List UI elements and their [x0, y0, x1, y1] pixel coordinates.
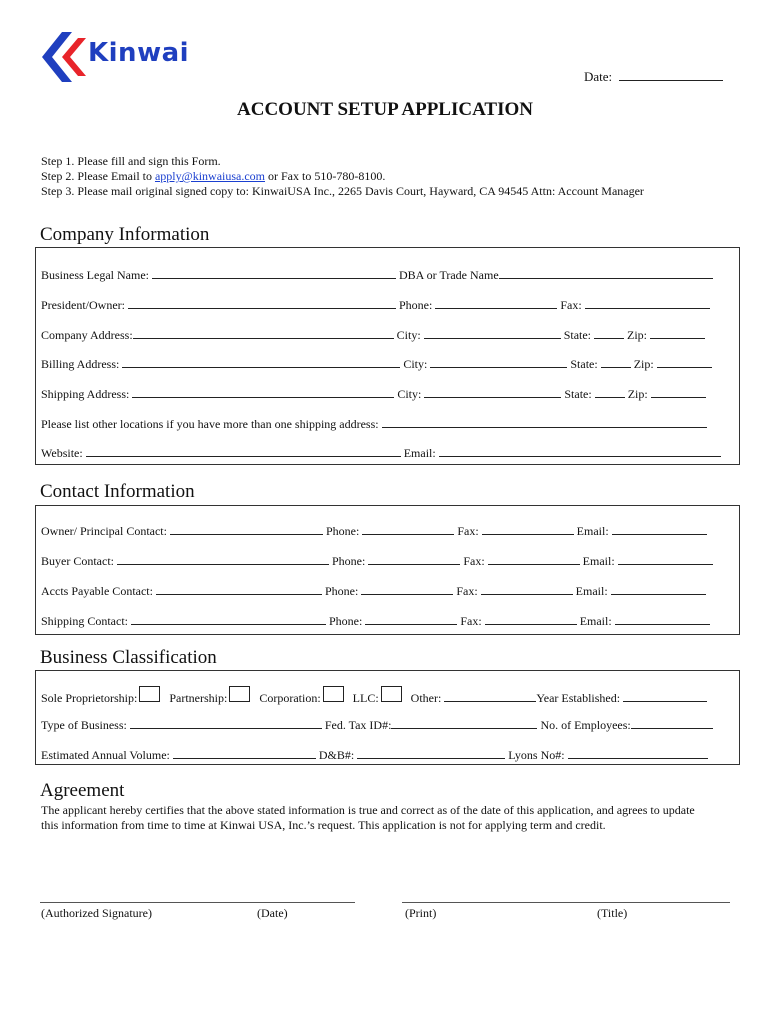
- title-label: (Title): [597, 906, 628, 920]
- employees-field[interactable]: [631, 716, 713, 729]
- shipping-address-field[interactable]: [132, 385, 394, 398]
- buyer-contact-field[interactable]: [117, 552, 329, 565]
- annual-volume-field[interactable]: [173, 746, 316, 759]
- billing-address-field[interactable]: [122, 355, 400, 368]
- row-website: Website: Email:: [41, 444, 721, 461]
- row-shipping-contact: Shipping Contact: Phone: Fax: Email:: [41, 612, 710, 629]
- company-address-field[interactable]: [133, 326, 394, 339]
- logo-wordmark: Kinwai: [88, 38, 190, 68]
- owner-fax-field[interactable]: [482, 522, 574, 535]
- kinwai-logo: [40, 30, 205, 85]
- row-shipping-address: Shipping Address: City: State: Zip:: [41, 385, 706, 402]
- president-field[interactable]: [128, 296, 396, 309]
- shipping-contact-field[interactable]: [131, 612, 326, 625]
- accts-contact-field[interactable]: [156, 582, 322, 595]
- agreement-heading: Agreement: [40, 780, 125, 801]
- step-2: Step 2. Please Email to apply@kinwaiusa.com or Fax to 510-780-8100.: [41, 169, 386, 183]
- page-title: ACCOUNT SETUP APPLICATION: [237, 99, 533, 120]
- company-email-field[interactable]: [439, 444, 721, 457]
- print-label: (Print): [405, 906, 437, 920]
- row-president: President/Owner: Phone: Fax:: [41, 296, 710, 313]
- owner-contact-field[interactable]: [170, 522, 323, 535]
- buyer-phone-field[interactable]: [368, 552, 460, 565]
- other-locations-field[interactable]: [382, 415, 707, 428]
- dba-field[interactable]: [499, 266, 713, 279]
- company-heading: Company Information: [40, 224, 210, 245]
- owner-email-field[interactable]: [612, 522, 707, 535]
- classification-heading: Business Classification: [40, 647, 217, 668]
- row-company-address: Company Address: City: State: Zip:: [41, 326, 705, 343]
- lyons-number-field[interactable]: [568, 746, 708, 759]
- billing-state-field[interactable]: [601, 355, 631, 368]
- shipping-zip-field[interactable]: [651, 385, 706, 398]
- date-signature-label: (Date): [257, 906, 288, 920]
- buyer-fax-field[interactable]: [488, 552, 580, 565]
- shipping-fax-field[interactable]: [485, 612, 577, 625]
- row-accts-contact: Accts Payable Contact: Phone: Fax: Email:: [41, 582, 706, 599]
- accts-phone-field[interactable]: [361, 582, 453, 595]
- owner-phone-field[interactable]: [362, 522, 454, 535]
- buyer-email-field[interactable]: [618, 552, 713, 565]
- shipping-city-field[interactable]: [424, 385, 561, 398]
- llc-checkbox[interactable]: [381, 686, 402, 702]
- row-buyer-contact: Buyer Contact: Phone: Fax: Email:: [41, 552, 713, 569]
- corporation-checkbox[interactable]: [323, 686, 344, 702]
- row-billing-address: Billing Address: City: State: Zip:: [41, 355, 712, 372]
- shipping-email-field[interactable]: [615, 612, 710, 625]
- other-entity-field[interactable]: [444, 689, 536, 702]
- row-other-locations: Please list other locations if you have more than one shipping address:: [41, 415, 707, 432]
- db-number-field[interactable]: [357, 746, 505, 759]
- website-field[interactable]: [86, 444, 401, 457]
- authorized-signature-label: (Authorized Signature): [41, 906, 152, 920]
- tax-id-field[interactable]: [391, 716, 537, 729]
- type-business-field[interactable]: [130, 716, 322, 729]
- company-city-field[interactable]: [424, 326, 561, 339]
- company-state-field[interactable]: [594, 326, 624, 339]
- shipping-state-field[interactable]: [595, 385, 625, 398]
- contact-heading: Contact Information: [40, 481, 195, 502]
- row-type-business: Type of Business: Fed. Tax ID#: No. of Employees:: [41, 716, 713, 733]
- row-legal-name: Business Legal Name: DBA or Trade Name: [41, 266, 713, 283]
- date-label: Date:: [584, 69, 613, 84]
- row-entity-type: Sole Proprietorship: Partnership: Corporation: LLC: Other: Year Established:: [41, 686, 707, 706]
- date-field[interactable]: [584, 68, 723, 85]
- agreement-text-1: The applicant hereby certifies that the above stated information is true and correct as of the date of this application, and agrees to update: [41, 803, 695, 817]
- partnership-checkbox[interactable]: [229, 686, 250, 702]
- year-established-field[interactable]: [623, 689, 707, 702]
- agreement-text-2: this information from time to time at Kinwai USA, Inc.’s request. This application is not for applying term and credit.: [41, 818, 606, 832]
- step-1: Step 1. Please fill and sign this Form.: [41, 154, 221, 168]
- row-owner-contact: Owner/ Principal Contact: Phone: Fax: Email:: [41, 522, 707, 539]
- billing-city-field[interactable]: [430, 355, 567, 368]
- email-link[interactable]: apply@kinwaiusa.com: [154, 169, 266, 183]
- accts-fax-field[interactable]: [481, 582, 573, 595]
- president-fax-field[interactable]: [585, 296, 710, 309]
- president-phone-field[interactable]: [435, 296, 557, 309]
- sole-proprietorship-checkbox[interactable]: [139, 686, 160, 702]
- company-zip-field[interactable]: [650, 326, 705, 339]
- step-3: Step 3. Please mail original signed copy to: KinwaiUSA Inc., 2265 Davis Court, Hayward, CA 94545 Attn: Account Manager: [41, 184, 644, 198]
- signature-line-right[interactable]: [402, 902, 730, 903]
- signature-line-left[interactable]: [40, 902, 355, 903]
- accts-email-field[interactable]: [611, 582, 706, 595]
- billing-zip-field[interactable]: [657, 355, 712, 368]
- shipping-phone-field[interactable]: [365, 612, 457, 625]
- row-annual-volume: Estimated Annual Volume: D&B#: Lyons No#:: [41, 746, 708, 763]
- legal-name-field[interactable]: [152, 266, 396, 279]
